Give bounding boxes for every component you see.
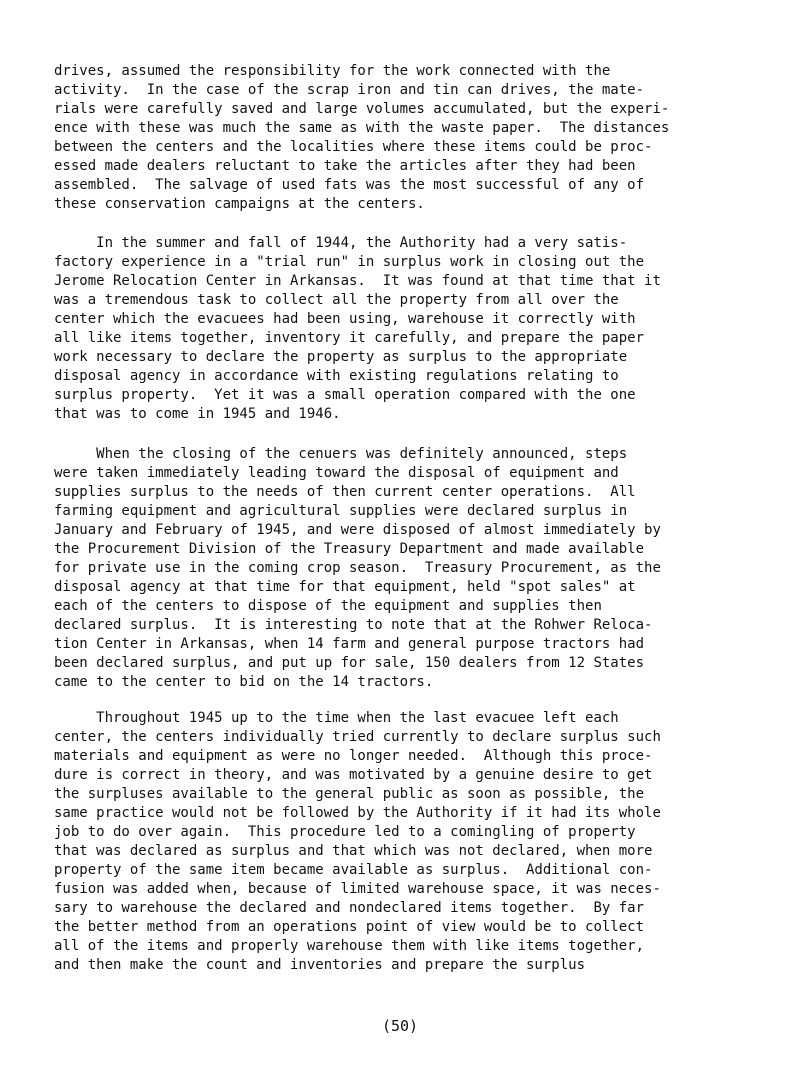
- text-line: Jerome Relocation Center in Arkansas. It was found at that time that it: [54, 273, 661, 289]
- text-line: dure is correct in theory, and was motivated by a genuine desire to get: [54, 767, 653, 783]
- text-line: disposal agency in accordance with existing regulations relating to: [54, 368, 619, 384]
- text-line: farming equipment and agricultural supplies were declared surplus in: [54, 503, 628, 519]
- text-line: In the summer and fall of 1944, the Authority had a very satis-: [54, 235, 628, 251]
- text-line: these conservation campaigns at the centers.: [54, 196, 425, 212]
- text-line: that was declared as surplus and that which was not declared, when more: [54, 843, 653, 859]
- text-line: activity. In the case of the scrap iron and tin can drives, the mate-: [54, 82, 645, 98]
- text-line: rials were carefully saved and large volumes accumulated, but the experi-: [54, 101, 670, 117]
- text-line: center, the centers individually tried currently to declare surplus such: [54, 729, 661, 745]
- text-line: January and February of 1945, and were disposed of almost immediately by: [54, 522, 661, 538]
- text-line: all like items together, inventory it carefully, and prepare the paper: [54, 330, 645, 346]
- paragraph-salvage-drives: [54, 62, 774, 214]
- text-line: ence with these was much the same as with the waste paper. The distances: [54, 120, 670, 136]
- page-number: (50): [381, 1017, 419, 1035]
- text-line: tion Center in Arkansas, when 14 farm and general purpose tractors had: [54, 636, 645, 652]
- text-line: declared surplus. It is interesting to note that at the Rohwer Reloca-: [54, 617, 653, 633]
- text-line: were taken immediately leading toward the disposal of equipment and: [54, 465, 619, 481]
- text-line: drives, assumed the responsibility for the work connected with the: [54, 63, 611, 79]
- text-line: disposal agency at that time for that equipment, held "spot sales" at: [54, 579, 636, 595]
- text-line: work necessary to declare the property as surplus to the appropriate: [54, 349, 628, 365]
- text-line: for private use in the coming crop season. Treasury Procurement, as the: [54, 560, 661, 576]
- text-line: factory experience in a "trial run" in surplus work in closing out the: [54, 254, 645, 270]
- text-line: was a tremendous task to collect all the property from all over the: [54, 292, 619, 308]
- text-line: that was to come in 1945 and 1946.: [54, 406, 341, 422]
- text-line: same practice would not be followed by the Authority if it had its whole: [54, 805, 661, 821]
- text-line: Throughout 1945 up to the time when the last evacuee left each: [54, 710, 619, 726]
- text-line: job to do over again. This procedure led to a comingling of property: [54, 824, 636, 840]
- text-line: came to the center to bid on the 14 tractors.: [54, 674, 434, 690]
- text-line: each of the centers to dispose of the equipment and supplies then: [54, 598, 602, 614]
- text-line: property of the same item became available as surplus. Additional con-: [54, 862, 653, 878]
- text-line: all of the items and properly warehouse them with like items together,: [54, 938, 645, 954]
- text-line: fusion was added when, because of limited warehouse space, it was neces-: [54, 881, 661, 897]
- text-line: been declared surplus, and put up for sale, 150 dealers from 12 States: [54, 655, 645, 671]
- text-line: supplies surplus to the needs of then current center operations. All: [54, 484, 636, 500]
- text-line: materials and equipment as were no longer needed. Although this proce-: [54, 748, 653, 764]
- paragraph-trial-run: [54, 234, 774, 424]
- text-line: and then make the count and inventories and prepare the surplus: [54, 957, 586, 973]
- paragraph-center-closing: [54, 445, 774, 692]
- text-line: sary to warehouse the declared and nondeclared items together. By far: [54, 900, 645, 916]
- text-line: between the centers and the localities where these items could be proc-: [54, 139, 653, 155]
- text-line: center which the evacuees had been using, warehouse it correctly with: [54, 311, 636, 327]
- text-line: essed made dealers reluctant to take the articles after they had been: [54, 158, 636, 174]
- text-line: surplus property. Yet it was a small operation compared with the one: [54, 387, 636, 403]
- text-line: assembled. The salvage of used fats was the most successful of any of: [54, 177, 645, 193]
- text-line: the better method from an operations point of view would be to collect: [54, 919, 645, 935]
- text-line: When the closing of the cenuers was definitely announced, steps: [54, 446, 628, 462]
- paragraph-surplus-procedure: [54, 709, 774, 975]
- text-line: the surpluses available to the general public as soon as possible, the: [54, 786, 645, 802]
- text-line: the Procurement Division of the Treasury Department and made available: [54, 541, 645, 557]
